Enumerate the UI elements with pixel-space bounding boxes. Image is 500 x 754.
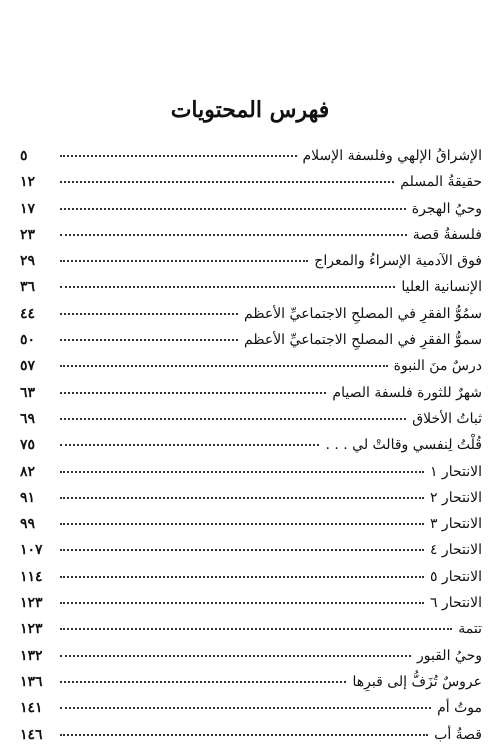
toc-entry-title: عروسٌ تُزَفُّ إلى قبرِها bbox=[352, 673, 482, 690]
toc-entry[interactable] bbox=[20, 488, 482, 514]
dot-leader bbox=[60, 365, 388, 367]
dot-leader bbox=[60, 707, 431, 709]
toc-entry[interactable] bbox=[20, 593, 482, 619]
dot-leader bbox=[60, 444, 319, 446]
toc-entry[interactable] bbox=[20, 409, 482, 435]
toc-entry-title: الانتحار ٦ bbox=[429, 595, 482, 612]
toc-entry-page-number: ٩٩ bbox=[20, 516, 36, 533]
toc-entry-page-number: ٧٥ bbox=[20, 437, 36, 454]
toc-entry-title: وحيُ الهجرة bbox=[411, 200, 482, 217]
toc-entry-title: الانتحار ٥ bbox=[429, 568, 482, 585]
toc-entry-title: قُلْتُ لِنفسي وقالتْ لي . . . bbox=[325, 437, 482, 454]
toc-entry-title: الانتحار ٢ bbox=[429, 489, 482, 506]
dot-leader bbox=[60, 655, 411, 657]
toc-entry-title: شهرٌ للثورة فلسفة الصيام bbox=[332, 384, 482, 401]
dot-leader bbox=[60, 260, 308, 262]
dot-leader bbox=[60, 576, 424, 578]
toc-entry[interactable] bbox=[20, 698, 482, 724]
toc-entry[interactable] bbox=[20, 462, 482, 488]
dot-leader bbox=[60, 339, 238, 341]
dot-leader bbox=[60, 523, 424, 525]
toc-entry[interactable] bbox=[20, 435, 482, 461]
toc-entry[interactable] bbox=[20, 514, 482, 540]
toc-entry-page-number: ٤٤ bbox=[20, 305, 36, 322]
dot-leader bbox=[60, 471, 424, 473]
toc-entry-title: الإنسانية العليا bbox=[401, 279, 482, 296]
toc-entry-page-number: ١٣٦ bbox=[20, 673, 43, 690]
toc-entry[interactable] bbox=[20, 304, 482, 330]
toc-entry-page-number: ٥ bbox=[20, 148, 28, 164]
dot-leader bbox=[60, 313, 238, 315]
dot-leader bbox=[60, 208, 406, 210]
toc-entry[interactable] bbox=[20, 672, 482, 698]
toc-entry-title: تتمة bbox=[458, 621, 482, 638]
toc-entry-page-number: ١٣٢ bbox=[20, 647, 43, 664]
toc-entry-title: موتُ أم bbox=[437, 700, 482, 717]
toc-entry-title: درسٌ منَ النبوة bbox=[393, 358, 482, 375]
toc-entry[interactable] bbox=[20, 172, 482, 198]
toc-entry-title: فوق الآدمية الإسراءُ والمعراج bbox=[314, 253, 482, 270]
toc-entry-page-number: ٨٢ bbox=[20, 463, 36, 480]
toc-entry-title: الإشراقُ الإلهي وفلسفة الإسلام bbox=[302, 148, 482, 164]
toc-entry[interactable] bbox=[20, 330, 482, 356]
toc-entry-page-number: ١٤٦ bbox=[20, 726, 43, 743]
dot-leader bbox=[60, 234, 407, 236]
toc-entry[interactable] bbox=[20, 225, 482, 251]
toc-entry-page-number: ٢٣ bbox=[20, 226, 36, 243]
dot-leader bbox=[60, 549, 424, 551]
toc-entry-title: الانتحار ١ bbox=[429, 463, 482, 480]
toc-entry-page-number: ٦٩ bbox=[20, 410, 36, 427]
toc-entry-title: حقيقةُ المسلم bbox=[400, 174, 482, 191]
toc-entry-page-number: ١٢٣ bbox=[20, 621, 43, 638]
toc-entry[interactable] bbox=[20, 619, 482, 645]
toc-entry-page-number: ٩١ bbox=[20, 489, 36, 506]
toc-entry-page-number: ١٤١ bbox=[20, 700, 43, 717]
toc-entry[interactable] bbox=[20, 540, 482, 566]
toc-entry[interactable] bbox=[20, 356, 482, 382]
dot-leader bbox=[60, 418, 406, 420]
toc-entry[interactable] bbox=[20, 725, 482, 751]
toc-entry[interactable] bbox=[20, 646, 482, 672]
toc-entry-title: قصةُ أب bbox=[434, 726, 482, 743]
toc-entry[interactable] bbox=[20, 251, 482, 277]
toc-entry-page-number: ٢٩ bbox=[20, 253, 36, 270]
dot-leader bbox=[60, 286, 395, 288]
dot-leader bbox=[60, 497, 424, 499]
page-title: فهرس المحتويات bbox=[170, 97, 330, 123]
toc-entry-page-number: ٣٦ bbox=[20, 279, 36, 296]
toc-entry-title: سموُّ الفقرِ في المصلحِ الاجتماعيِّ الأعظم bbox=[244, 332, 482, 349]
toc-entry[interactable] bbox=[20, 199, 482, 225]
toc-entry-title: الانتحار ٤ bbox=[429, 542, 482, 559]
toc-entry-page-number: ٦٣ bbox=[20, 384, 36, 401]
table-of-contents bbox=[20, 146, 482, 751]
toc-entry-title: سمُوُّ الفقرِ في المصلحِ الاجتماعيِّ الأعظم bbox=[244, 305, 482, 322]
toc-entry-title: الانتحار ٣ bbox=[429, 516, 482, 533]
toc-entry-page-number: ١٢ bbox=[20, 174, 36, 191]
toc-entry-title: فلسفةُ قصة bbox=[412, 226, 482, 243]
dot-leader bbox=[60, 392, 326, 394]
dot-leader bbox=[60, 734, 428, 736]
dot-leader bbox=[60, 181, 394, 183]
toc-entry-page-number: ٥٠ bbox=[20, 332, 36, 349]
toc-entry-page-number: ١١٤ bbox=[20, 568, 43, 585]
dot-leader bbox=[60, 155, 297, 157]
toc-entry-page-number: ١٧ bbox=[20, 200, 36, 217]
toc-entry[interactable] bbox=[20, 277, 482, 303]
toc-entry-title: ثباتُ الأخلاق bbox=[412, 410, 482, 427]
toc-entry-page-number: ١٢٣ bbox=[20, 595, 43, 612]
toc-entry[interactable] bbox=[20, 567, 482, 593]
toc-entry-page-number: ٥٧ bbox=[20, 358, 36, 375]
toc-entry-page-number: ١٠٧ bbox=[20, 542, 43, 559]
toc-entry[interactable] bbox=[20, 146, 482, 172]
toc-entry-title: وحيُ القبور bbox=[417, 647, 482, 664]
toc-entry[interactable] bbox=[20, 383, 482, 409]
dot-leader bbox=[60, 681, 346, 683]
dot-leader bbox=[60, 628, 452, 630]
dot-leader bbox=[60, 602, 424, 604]
